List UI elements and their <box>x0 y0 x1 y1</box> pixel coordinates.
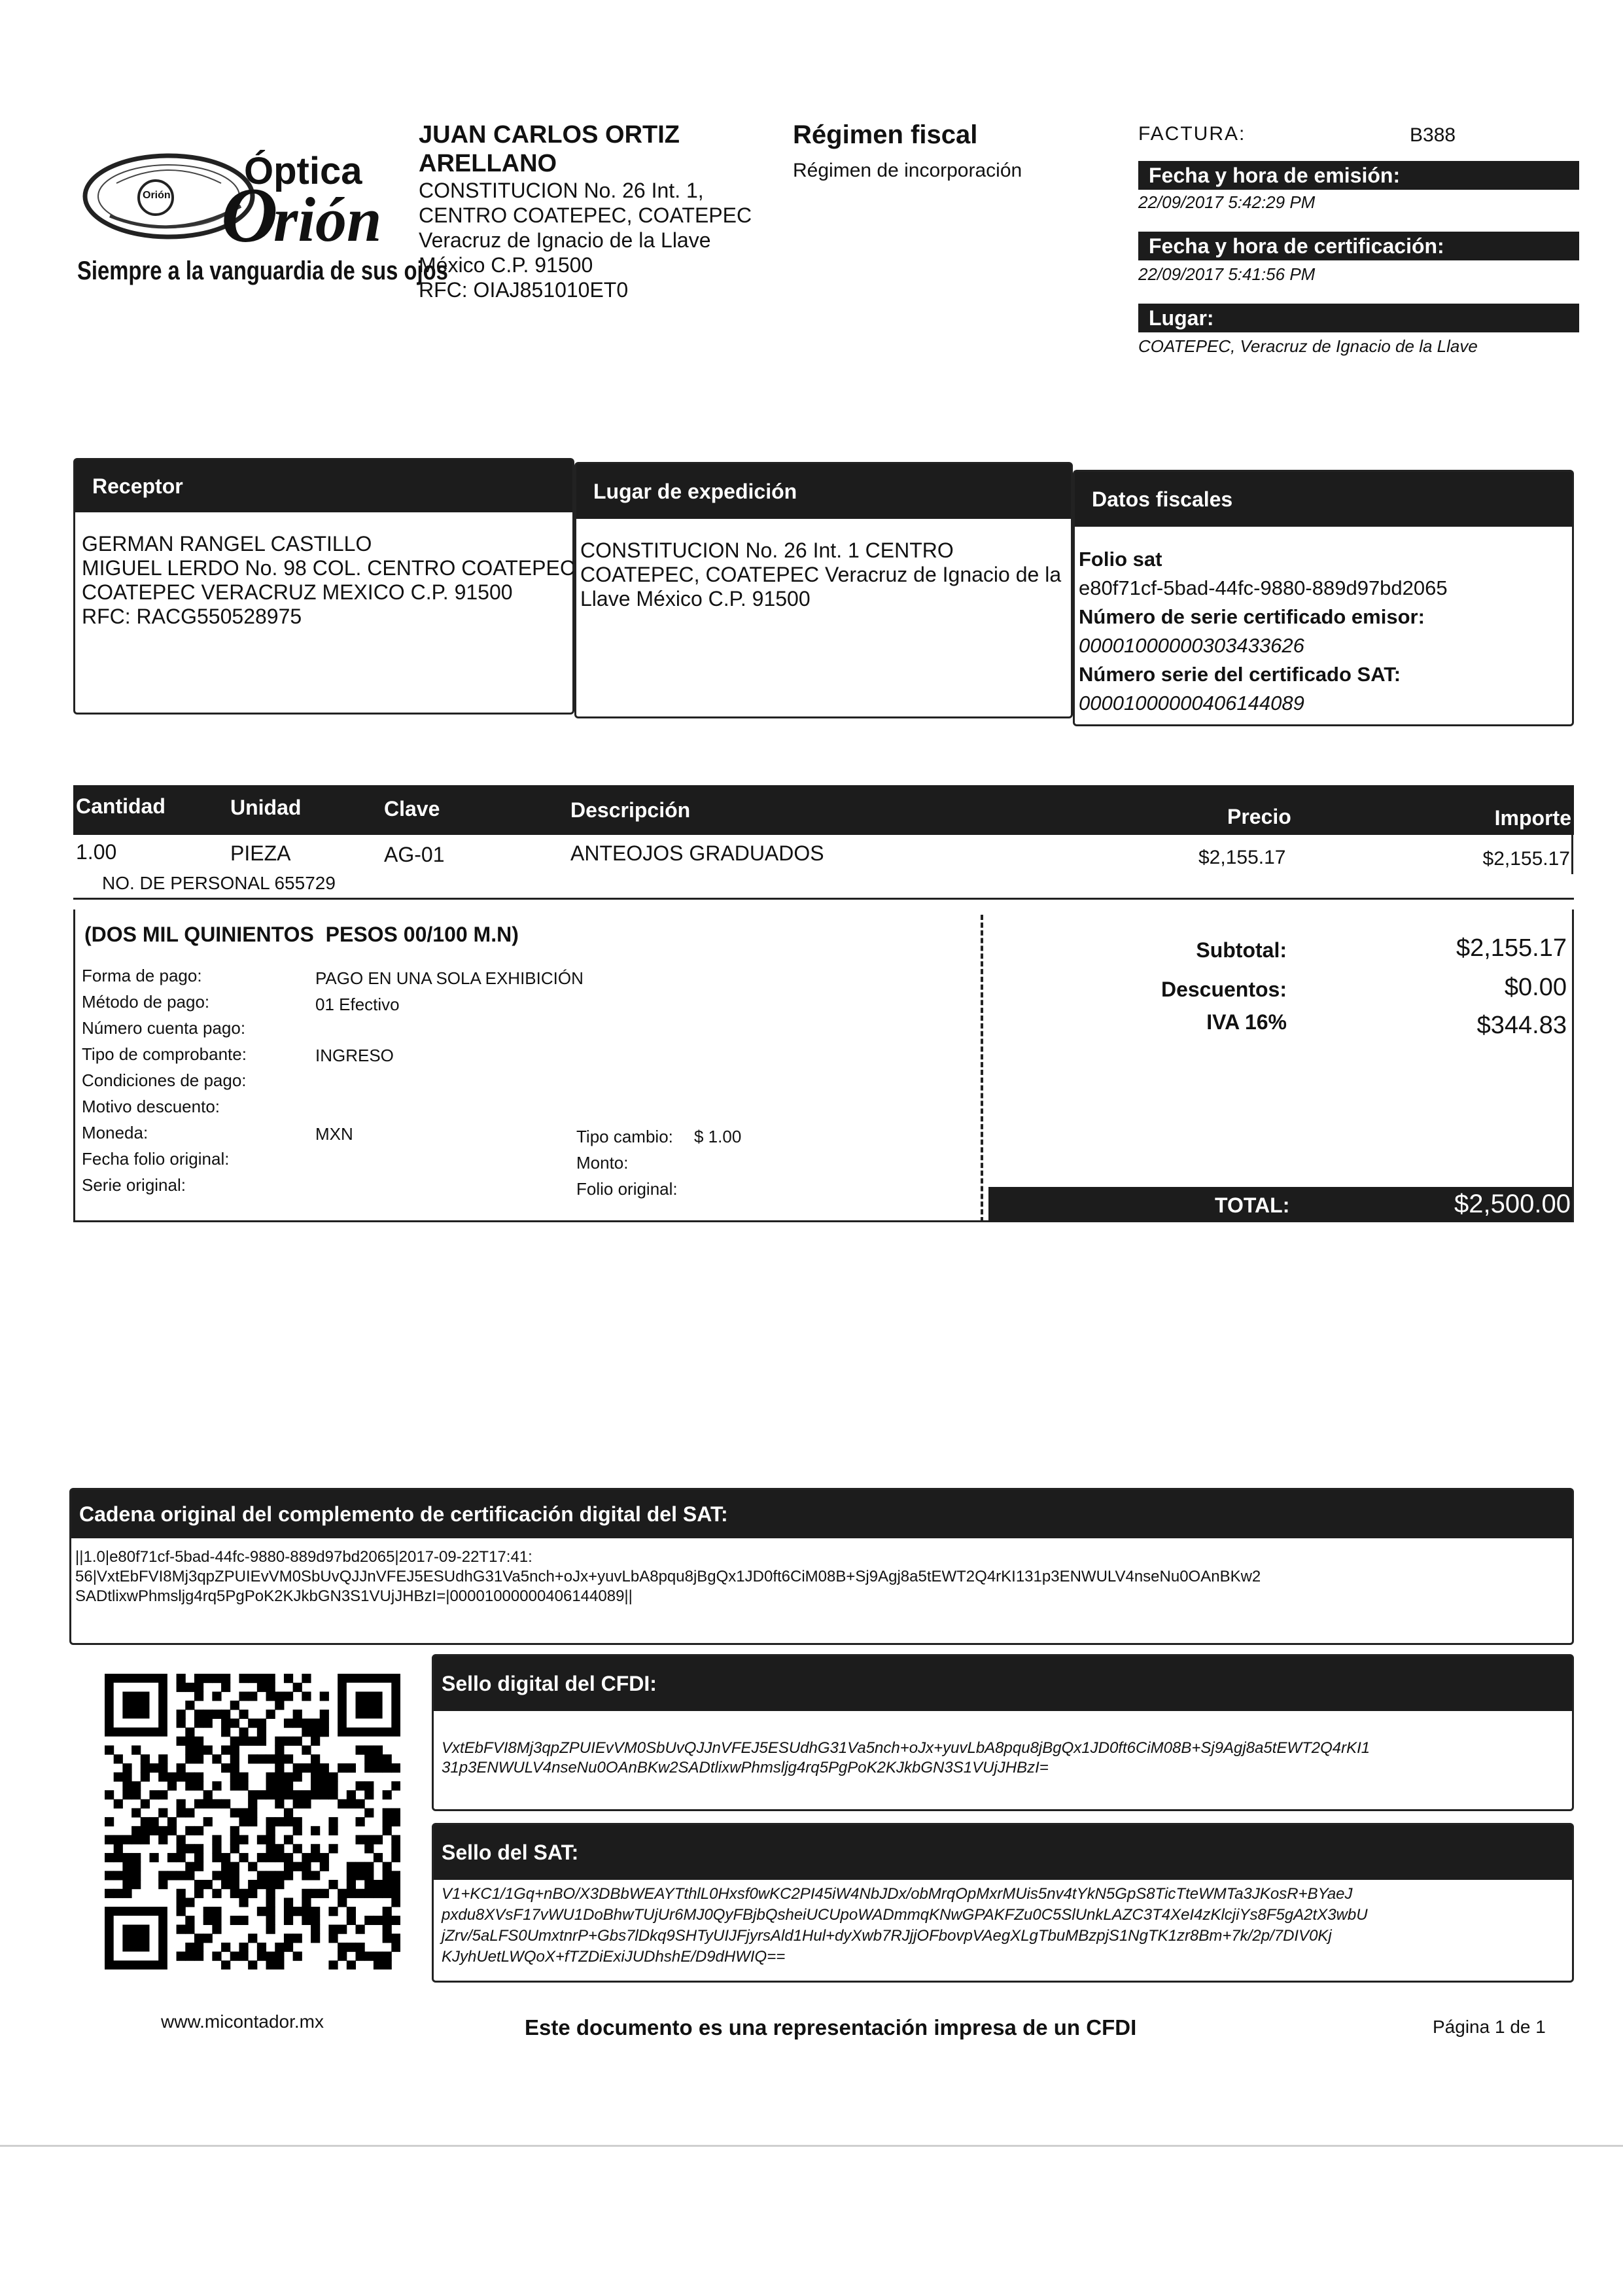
cadena-line-2: 56|VxtEbFVI8Mj3qpZPUIEvVM0SbUvQJJnVFEJ5ESUdhG31Va5nch+oJx+yuvLbA8pqu8jBgQx1JD0ft6CiM08B+Sj9Agj8a5tEWT2Q4rKI131p3ENWULV4nseNu0OAnBKw2 <box>75 1568 1261 1585</box>
issuer-block <box>419 120 752 302</box>
receptor-address-2: COATEPEC VERACRUZ MEXICO C.P. 91500 <box>82 580 513 604</box>
col-importe: Importe <box>1494 806 1571 830</box>
row-clave: AG-01 <box>384 843 445 866</box>
expedicion-header: Lugar de expedición <box>576 464 1071 519</box>
footer-center: Este documento es una representación impresa de un CFDI <box>525 2015 1137 2040</box>
row-right-rule <box>1571 835 1573 874</box>
serie-sat-value: 00001000000406144089 <box>1079 692 1304 715</box>
serie-sat-label: Número serie del certificado SAT: <box>1079 663 1401 686</box>
sello-cfdi-header: Sello digital del CFDI: <box>434 1656 1572 1711</box>
issuer-address-2: CENTRO COATEPEC, COATEPEC <box>419 203 752 227</box>
receptor-header: Receptor <box>75 460 572 512</box>
footer-page: Página 1 de 1 <box>1433 2017 1546 2037</box>
issuer-name: JUAN CARLOS ORTIZ <box>419 121 680 149</box>
issuer-name-2: ARELLANO <box>419 150 557 177</box>
qr-code <box>105 1674 400 1969</box>
serie-emisor-value: 00001000000303433626 <box>1079 634 1304 657</box>
logo-badge: Orión <box>143 190 171 201</box>
cadena-box <box>69 1488 1574 1645</box>
issuer-address-1: CONSTITUCION No. 26 Int. 1, <box>419 179 704 202</box>
cadena-line-3: SADtlixwPhmsljg4rq5PgPoK2KJkbGN3S1VUjJHBzI=|00001000000406144089|| <box>75 1587 633 1605</box>
row-precio: $2,155.17 <box>1198 847 1286 868</box>
forma-pago-label: Forma de pago: <box>82 966 202 985</box>
issuer-rfc: RFC: OIAJ851010ET0 <box>419 278 629 302</box>
cuenta-pago-label: Número cuenta pago: <box>82 1018 246 1038</box>
certificacion-value: 22/09/2017 5:41:56 PM <box>1138 264 1316 284</box>
receptor-name: GERMAN RANGEL CASTILLO <box>82 532 372 556</box>
expedicion-line-1: CONSTITUCION No. 26 Int. 1 CENTRO <box>580 539 954 562</box>
moneda-value: MXN <box>315 1124 353 1144</box>
folio-original-label: Folio original: <box>576 1179 678 1199</box>
issuer-address-3: Veracruz de Ignacio de la Llave <box>419 228 711 252</box>
sello-sat-line-4: KJyhUetLWQoX+fTZDiExiJUDhshE/D9dHWIQ== <box>442 1948 786 1966</box>
tipo-cambio-value: $ 1.00 <box>694 1127 742 1146</box>
row-descripcion: ANTEOJOS GRADUADOS <box>570 841 824 865</box>
tipo-comprobante-label: Tipo de comprobante: <box>82 1044 247 1064</box>
receptor-address-1: MIGUEL LERDO No. 98 COL. CENTRO COATEPEC <box>82 556 575 580</box>
total-bar <box>988 1187 1572 1222</box>
receptor-box <box>73 458 574 715</box>
expedicion-box <box>574 462 1073 718</box>
descuentos-label: Descuentos: <box>1161 978 1287 1001</box>
certificacion-header: Fecha y hora de certificación: <box>1138 232 1579 260</box>
summary-box <box>73 910 1574 1222</box>
summary-divider <box>981 915 983 1222</box>
items-header-row <box>73 785 1574 835</box>
row-cantidad: 1.00 <box>76 840 117 864</box>
expedicion-line-3: Llave México C.P. 91500 <box>580 587 811 610</box>
logo-brand-top: Óptica <box>244 150 362 192</box>
row-importe: $2,155.17 <box>1482 848 1570 870</box>
page-edge-line <box>0 2145 1623 2147</box>
metodo-pago-value: 01 Efectivo <box>315 995 400 1014</box>
row-note: NO. DE PERSONAL 655729 <box>102 873 336 893</box>
tipo-cambio-label: Tipo cambio: <box>576 1127 673 1146</box>
descuentos-value: $0.00 <box>1504 974 1567 1001</box>
logo-tagline: Siempre a la vanguardia de sus ojos <box>77 256 448 285</box>
factura-label: FACTURA: <box>1138 123 1246 145</box>
expedicion-line-2: COATEPEC, COATEPEC Veracruz de Ignacio de la <box>580 563 1062 586</box>
sello-cfdi-line-1: VxtEbFVI8Mj3qpZPUIEvVM0SbUvQJJnVFEJ5ESUdhG31Va5nch+oJx+yuvLbA8pqu8jBgQx1JD0ft6CiM08B+Sj9Agj8a5tEWT2Q4rKI1 <box>442 1739 1370 1757</box>
col-cantidad: Cantidad <box>76 794 166 818</box>
iva-label: IVA 16% <box>1206 1010 1287 1034</box>
total-value: $2,500.00 <box>1454 1190 1571 1218</box>
sello-cfdi-line-2: 31p3ENWULV4nseNu0OAnBKw2SADtlixwPhmsljg4rq5PgPoK2KJkbGN3S1VUjJHBzI= <box>442 1759 1049 1776</box>
footer-website: www.micontador.mx <box>161 2011 324 2032</box>
folio-sat-label: Folio sat <box>1079 548 1162 571</box>
iva-value: $344.83 <box>1476 1012 1567 1039</box>
row-unidad: PIEZA <box>230 841 291 865</box>
col-descripcion: Descripción <box>570 798 691 822</box>
table-row <box>73 835 1574 900</box>
lugar-header: Lugar: <box>1138 304 1579 332</box>
qr-code-graphic <box>105 1674 400 1969</box>
tipo-comprobante-value: INGRESO <box>315 1046 394 1065</box>
serie-emisor-label: Número de serie certificado emisor: <box>1079 605 1425 628</box>
folio-sat-value: e80f71cf-5bad-44fc-9880-889d97bd2065 <box>1079 576 1448 599</box>
lugar-value: COATEPEC, Veracruz de Ignacio de la Llave <box>1138 336 1478 356</box>
datos-fiscales-header: Datos fiscales <box>1075 472 1572 527</box>
datos-fiscales-box <box>1073 470 1574 726</box>
sello-sat-line-3: jZrv/5aLFS0UmxtnrP+Gbs7lDkq9SHTyUIJFjyrsAld1Hul+dyXwb7RJjjOFbovpVAegXLgTbuMBzpjS1NgTK1zr8Bm+7k/2p/7DIV0Kj <box>442 1927 1332 1945</box>
factura-number: B388 <box>1410 124 1456 146</box>
sello-sat-box <box>432 1823 1574 1983</box>
emision-header: Fecha y hora de emisión: <box>1138 161 1579 190</box>
sello-cfdi-box <box>432 1654 1574 1811</box>
amount-words: (DOS MIL QUINIENTOS PESOS 00/100 M.N) <box>84 923 519 946</box>
emision-value: 22/09/2017 5:42:29 PM <box>1138 192 1316 212</box>
issuer-address-4: México C.P. 91500 <box>419 253 593 277</box>
subtotal-label: Subtotal: <box>1196 938 1287 962</box>
col-precio: Precio <box>1227 805 1291 828</box>
sello-sat-line-1: V1+KC1/1Gq+nBO/X3DBbWEAYTthlL0Hxsf0wKC2PI45iW4NbJDx/obMrqOpMxrMUis5nv4tYkN5GpS8TicTteWMTa3JKosR+BYaeJ <box>442 1885 1353 1903</box>
logo-initial: O <box>221 171 278 258</box>
fecha-folio-label: Fecha folio original: <box>82 1149 230 1169</box>
forma-pago-value: PAGO EN UNA SOLA EXHIBICIÓN <box>315 968 584 988</box>
cadena-line-1: ||1.0|e80f71cf-5bad-44fc-9880-889d97bd2065|2017-09-22T17:41: <box>75 1548 532 1566</box>
sello-sat-header: Sello del SAT: <box>434 1825 1572 1880</box>
serie-original-label: Serie original: <box>82 1175 186 1195</box>
regimen-title: Régimen fiscal <box>793 120 978 149</box>
subtotal-value: $2,155.17 <box>1456 934 1567 962</box>
sello-sat-line-2: pxdu8XVsF17vWU1DoBhwTUjUr6MJ0QyFBjbQsheiUCUpoWADmmqKNwGPAKFZu0C5SlUnkLAZC3T4XeI4zKlcjiYs8F5gA2tX3wbU <box>442 1906 1368 1924</box>
logo-brand-main: rión <box>273 185 382 255</box>
regimen-value: Régimen de incorporación <box>793 160 1022 181</box>
row-bottom-rule <box>73 898 1574 900</box>
condiciones-label: Condiciones de pago: <box>82 1070 247 1090</box>
receptor-rfc: RFC: RACG550528975 <box>82 605 302 628</box>
cadena-header: Cadena original del complemento de certificación digital del SAT: <box>71 1490 1572 1538</box>
metodo-pago-label: Método de pago: <box>82 992 210 1012</box>
col-unidad: Unidad <box>230 796 302 819</box>
total-label: TOTAL: <box>1215 1193 1290 1217</box>
moneda-label: Moneda: <box>82 1123 148 1142</box>
monto-label: Monto: <box>576 1153 629 1173</box>
items-table <box>73 785 1574 903</box>
motivo-label: Motivo descuento: <box>82 1097 220 1116</box>
col-clave: Clave <box>384 797 440 821</box>
logo <box>77 144 448 301</box>
